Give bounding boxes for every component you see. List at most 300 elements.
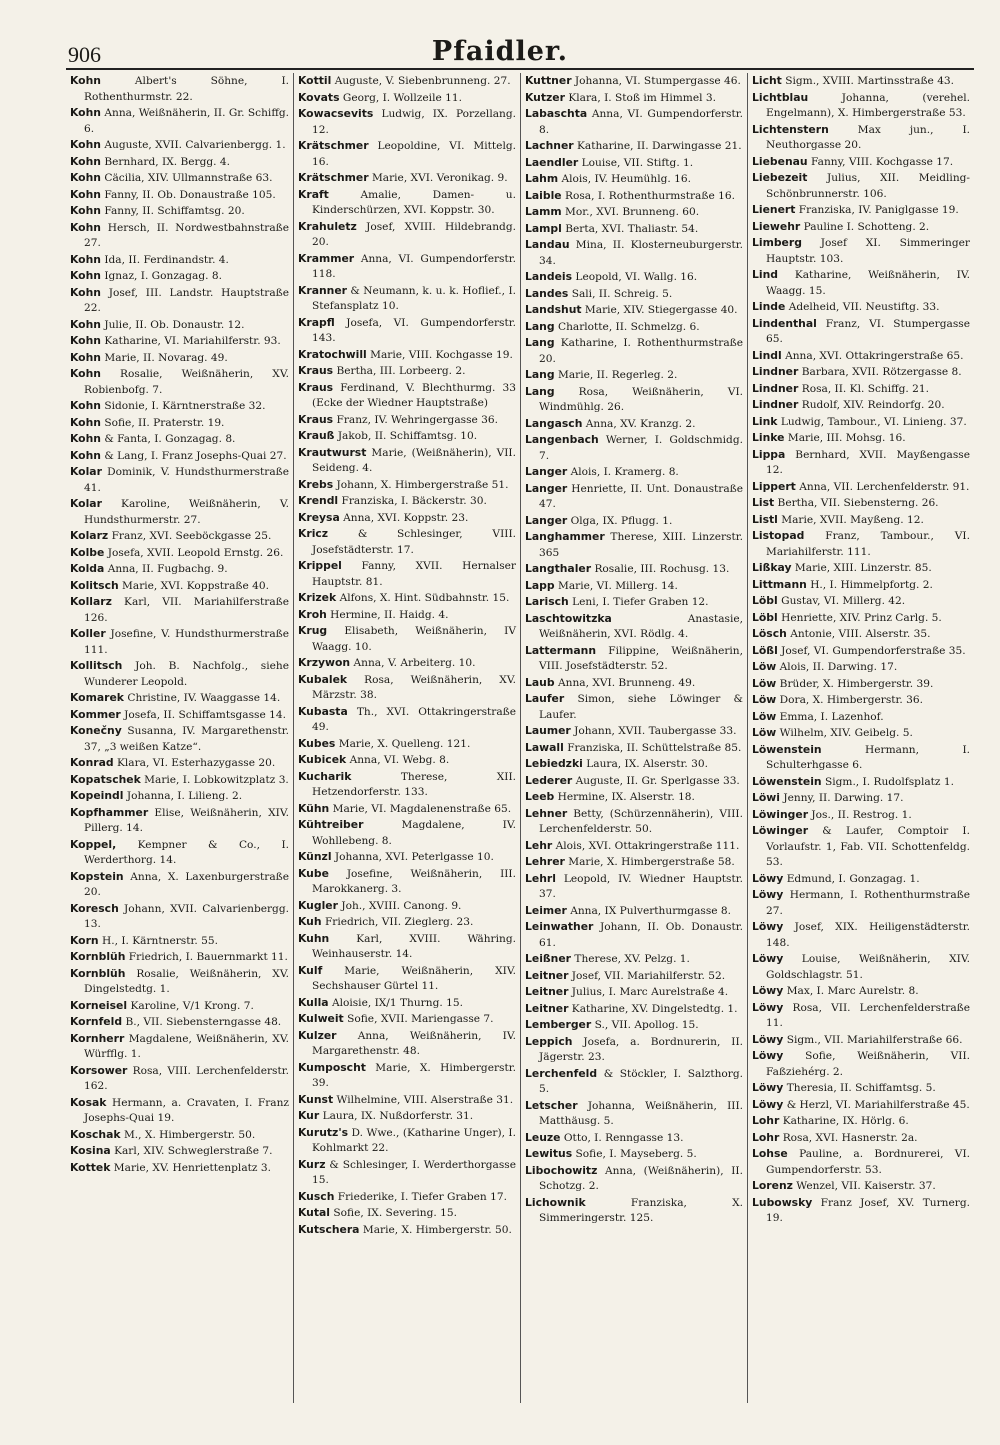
entry-surname: Kroh (298, 607, 327, 621)
entry-surname: Libochowitz (525, 1163, 598, 1177)
entry-surname: Löwy (752, 920, 784, 933)
entry-surname: Leitner (525, 1001, 569, 1015)
entry-surname: Krammer (298, 251, 355, 265)
directory-entry (752, 1000, 970, 1032)
directory-entry (752, 430, 970, 447)
directory-entry (298, 187, 516, 219)
entry-details: Mor., XVI. Brunneng. 60. (565, 206, 700, 218)
entry-surname: Lahm (525, 172, 559, 185)
entry-surname: Leppich (525, 1034, 573, 1048)
directory-entry (298, 428, 516, 445)
entry-details: Josefine, Weißnäherin, III. Marokkanerg. 3. (312, 867, 516, 895)
directory-entry (298, 106, 516, 138)
entry-details: Cäcilia, XIV. Ullmannstraße 63. (104, 172, 273, 184)
directory-entry (525, 464, 743, 481)
column-3 (520, 73, 747, 1403)
entry-details: Klara, I. Stoß im Himmel 3. (568, 91, 716, 104)
directory-entry (298, 590, 516, 607)
entry-surname: Löw (752, 709, 777, 723)
entry-surname: Korn (70, 933, 99, 947)
entry-details: Alfons, X. Hint. Südbahnstr. 15. (339, 592, 510, 604)
directory-entry (70, 137, 289, 154)
directory-entry (525, 138, 743, 155)
entry-details: Rosa, VIII. Lerchenfelderstr. 162. (84, 1064, 289, 1092)
entry-details: Johanna, I. Lilieng. 2. (126, 790, 243, 802)
entry-surname: Lohr (752, 1114, 780, 1127)
directory-entry (752, 299, 970, 316)
directory-entry (525, 416, 743, 433)
entry-details: Karoline, V/1 Krong. 7. (130, 999, 254, 1012)
directory-entry (298, 73, 516, 90)
directory-entry (525, 691, 743, 723)
entry-surname: Kohn (70, 399, 101, 412)
directory-entry (752, 983, 970, 1000)
entry-details: Anna, VII. Lerchenfelderstr. 91. (799, 480, 970, 493)
entry-details: Louise, Weißnäherin, XIV. Goldschlagstr. 51. (766, 953, 970, 981)
entry-details: Joh. B. Nachfolg., siehe Wunderer Leopold. (84, 660, 289, 688)
entry-surname: Lemberger (525, 1018, 592, 1031)
entry-surname: Lang (525, 368, 555, 381)
entry-surname: Krahuletz (298, 219, 357, 233)
entry-details: Hermann, I. Rothenthurmstraße 27. (766, 889, 970, 917)
entry-details: Marie, I. Lobkowitzplatz 3. (144, 773, 289, 786)
column-1 (66, 73, 293, 1403)
entry-details: Pauline, a. Bordnurerei, VI. Gumpendorferstr. 53. (766, 1148, 971, 1176)
entry-surname: Liebezeit (752, 171, 808, 184)
directory-entry (298, 607, 516, 624)
directory-entry (298, 219, 516, 251)
entry-details: Henriette, XIV. Prinz Carlg. 5. (781, 611, 942, 624)
entry-surname: Kohn (70, 74, 101, 87)
directory-entry (525, 756, 743, 773)
entry-details: Barbara, XVII. Rötzergasse 8. (801, 366, 962, 378)
entry-surname: Lichownik (525, 1195, 586, 1209)
entry-details: Sigm., VII. Mariahilferstraße 66. (786, 1033, 963, 1046)
directory-entry (70, 154, 289, 171)
entry-surname: Linke (752, 431, 785, 444)
directory-entry (298, 736, 516, 753)
entry-details: Therese, XIII. Linzerstr. 365 (539, 531, 743, 559)
entry-details: Friedrich, VII. Zieglerg. 23. (324, 916, 474, 928)
entry-details: Marie, VI. Magdalenenstraße 65. (332, 802, 512, 815)
directory-entry (298, 1189, 516, 1206)
entry-details: Betty, (Schürzennäherin), VIII. Lerchenfelderstr. 50. (539, 807, 743, 835)
directory-entry (298, 510, 516, 527)
entry-details: Mina, II. Klosterneuburgerstr. 34. (539, 239, 743, 267)
entry-details: Jenny, II. Darwing. 17. (783, 792, 904, 804)
entry-details: Anna, V. Arbeiterg. 10. (353, 657, 476, 669)
entry-details: Gustav, VI. Millerg. 42. (781, 595, 906, 607)
entry-surname: Kutal (298, 1206, 331, 1219)
directory-entry (70, 949, 289, 966)
entry-surname: Krätschmer (298, 139, 369, 152)
entry-surname: Kurutz's (298, 1125, 349, 1139)
directory-entry (752, 1195, 970, 1227)
entry-surname: Langhammer (525, 530, 605, 543)
entry-details: Franz, VI. Stumpergasse 65. (766, 317, 970, 345)
entry-surname: Labaschta (525, 107, 588, 120)
entry-surname: Kur (298, 1109, 320, 1122)
entry-surname: Kopfhammer (70, 805, 149, 819)
entry-details: Bernhard, IX. Bergg. 4. (104, 155, 230, 168)
entry-details: Sofie, XVII. Mariengasse 7. (347, 1013, 494, 1025)
directory-entry (525, 578, 743, 595)
entry-details: & Schlesinger, I. Werderthorgasse 15. (312, 1158, 516, 1186)
entry-surname: Lehrer (525, 855, 565, 868)
entry-surname: Lang (525, 384, 555, 398)
entry-details: Berta, XVI. Thaliastr. 54. (565, 222, 699, 235)
entry-details: Josefa, XVII. Leopold Ernstg. 26. (107, 546, 284, 559)
entry-details: Brüder, X. Himbergerstr. 39. (779, 677, 934, 690)
entry-details: Christine, IV. Waaggasse 14. (127, 692, 281, 704)
entry-details: Josefine, V. Hundsthurmerstraße 111. (84, 628, 290, 656)
directory-entry (298, 251, 516, 283)
directory-entry (298, 769, 516, 801)
column-4 (747, 73, 974, 1403)
entry-details: Dora, X. Himbergerstr. 36. (779, 694, 923, 706)
entry-details: Albert's Söhne, I. Rothenthurmstr. 22. (84, 75, 289, 103)
directory-entry (298, 672, 516, 704)
entry-surname: Kohn (70, 106, 101, 119)
entry-surname: Kuttner (525, 74, 572, 87)
directory-entry (298, 315, 516, 347)
entry-details: Franz Josef, XV. Turnerg. 19. (766, 1196, 970, 1224)
entry-details: Friederike, I. Tiefer Graben 17. (337, 1190, 507, 1203)
directory-entry (525, 1163, 743, 1195)
entry-surname: Limberg (752, 236, 802, 249)
entry-surname: Kohn (70, 220, 101, 234)
entry-details: Alois, II. Darwing. 17. (779, 661, 898, 673)
entry-details: Antonie, VIII. Alserstr. 35. (790, 628, 931, 640)
directory-entry (752, 790, 970, 807)
directory-entry (70, 1127, 289, 1144)
directory-entry (298, 623, 516, 655)
entry-surname: Krätschmer (298, 171, 369, 184)
entry-surname: Lubowsky (752, 1195, 813, 1209)
entry-surname: Kohn (70, 317, 101, 331)
entry-surname: Kohn (70, 334, 101, 347)
entry-details: B., VII. Siebensterngasse 48. (125, 1016, 282, 1028)
directory-entry (525, 1195, 743, 1227)
directory-entry (752, 316, 970, 348)
entry-surname: Kolarz (70, 529, 109, 542)
directory-entry (298, 283, 516, 315)
entry-details: Sofie, Weißnäherin, VII. Faßziehérg. 2. (766, 1050, 970, 1078)
directory-entry (298, 90, 516, 107)
entry-details: Katharine, II. Darwingasse 21. (576, 140, 742, 152)
entry-surname: Korsower (70, 1063, 128, 1077)
entry-surname: Kolar (70, 497, 102, 510)
entry-details: Julius, I. Marc Aurelstraße 4. (571, 986, 729, 998)
directory-entry (70, 578, 289, 595)
directory-entry (298, 380, 516, 412)
entry-surname: Löwenstein (752, 742, 822, 756)
entry-surname: Leitner (525, 968, 569, 982)
directory-entry (70, 594, 289, 626)
entry-details: Marie, III. Mohsg. 16. (787, 432, 906, 444)
entry-surname: Kolitsch (70, 578, 119, 592)
directory-entry (525, 384, 743, 416)
entry-surname: Kollitsch (70, 659, 123, 672)
entry-surname: Löbl (752, 610, 778, 624)
directory-entry (70, 561, 289, 578)
directory-entry (525, 513, 743, 530)
entry-details: D. Wwe., (Katharine Unger), I. Kohlmarkt 22. (312, 1126, 516, 1154)
entry-details: Rosa, II. Kl. Schiffg. 21. (801, 382, 929, 395)
entry-surname: Krzywon (298, 656, 351, 669)
entry-details: Georg, I. Wollzeile 11. (342, 91, 462, 104)
entry-surname: Kreysa (298, 510, 340, 524)
entry-surname: Kopatschek (70, 772, 141, 786)
entry-details: Anna, VI. Gumpendorferstr. 8. (539, 108, 744, 136)
entry-surname: Kohn (70, 252, 101, 266)
entry-details: Karoline, Weißnäherin, V. Hundsthurmerstr. 27. (84, 498, 289, 526)
header-rule (66, 68, 974, 70)
directory-entry (298, 655, 516, 672)
directory-entry (70, 723, 289, 755)
directory-entry (525, 1146, 743, 1163)
entry-details: Laura, IX. Alserstr. 30. (586, 758, 708, 770)
entry-details: & Neumann, k. u. k. Hoflief., I. Stefansplatz 10. (312, 284, 516, 312)
entry-surname: Liewehr (752, 219, 801, 233)
directory-entry (298, 849, 516, 866)
directory-entry (525, 529, 743, 561)
entry-surname: Landau (525, 238, 570, 251)
entry-details: Franz, Tambour., VI. Mariahilferstr. 111. (766, 530, 970, 558)
entry-surname: Kuhn (298, 931, 330, 945)
entry-surname: Lichtblau (752, 90, 809, 104)
directory-entry (525, 302, 743, 319)
entry-details: Franz, IV. Wehringergasse 36. (336, 413, 499, 426)
entry-surname: Löwy (752, 1097, 784, 1111)
entry-surname: Krauß (298, 429, 335, 442)
directory-entry (298, 1108, 516, 1125)
directory-entry (525, 1001, 743, 1018)
entry-surname: Kohn (70, 415, 101, 429)
entry-details: Magdalene, Weißnäherin, XV. Würfflg. 1. (84, 1032, 290, 1060)
directory-entry (298, 1125, 516, 1157)
directory-entry (70, 73, 289, 105)
entry-details: Aloisie, IX/1 Thurng. 15. (331, 996, 463, 1009)
directory-entry (525, 204, 743, 221)
directory-entry (70, 187, 289, 204)
entry-details: Henriette, II. Unt. Donaustraße 47. (539, 482, 744, 510)
entry-surname: Lampl (525, 221, 562, 235)
entry-details: Fanny, II. Ob. Donaustraße 105. (104, 188, 276, 201)
entry-surname: Krautwurst (298, 445, 367, 459)
directory-entry (298, 963, 516, 995)
directory-entry (752, 807, 970, 824)
entry-details: Werner, I. Goldschmidg. 7. (539, 434, 743, 462)
entry-details: Ludwig, IX. Porzellang. 12. (312, 108, 516, 136)
directory-entry (298, 1092, 516, 1109)
entry-surname: Kratochwill (298, 347, 367, 361)
page-heading: Pfaidler. (431, 36, 569, 67)
directory-entry (298, 914, 516, 931)
directory-entry (70, 658, 289, 690)
directory-entry (298, 1028, 516, 1060)
directory-entry (525, 919, 743, 951)
entry-details: Marie, VIII. Kochgasse 19. (370, 348, 513, 361)
entry-surname: Kolda (70, 562, 105, 575)
entry-surname: Kraft (298, 187, 329, 201)
entry-details: Therese, XII. Hetzendorferstr. 133. (312, 770, 517, 798)
entry-surname: Löbl (752, 594, 778, 607)
directory-entry (752, 823, 970, 871)
entry-surname: Löwi (752, 791, 780, 804)
entry-surname: Kornblüh (70, 966, 126, 980)
entry-surname: Kraus (298, 364, 334, 377)
entry-surname: Lienert (752, 203, 796, 216)
directory-entry (525, 90, 743, 107)
directory-entry (525, 1066, 743, 1098)
directory-entry (525, 367, 743, 384)
entry-details: Bertha, VII. Siebensterng. 26. (777, 497, 939, 509)
entry-surname: Lindenthal (752, 316, 817, 330)
entry-details: & Schlesinger, VIII. Josefstädterstr. 17. (312, 528, 516, 556)
directory-entry (70, 415, 289, 432)
directory-entry (752, 479, 970, 496)
entry-surname: Lehr (525, 838, 553, 852)
entry-surname: Langer (525, 481, 568, 495)
entry-surname: Langthaler (525, 562, 592, 575)
entry-surname: Liebenau (752, 154, 808, 168)
entry-surname: Langer (525, 465, 568, 478)
entry-details: Ferdinand, V. Blechthurmg. 33 (Ecke der Wiedner Hauptstraße) (312, 381, 516, 409)
directory-entry (298, 1011, 516, 1028)
entry-surname: Kohn (70, 432, 101, 445)
directory-entry (70, 333, 289, 350)
directory-entry (70, 398, 289, 415)
entry-details: Julius, XII. Meidling-Schönbrunnerstr. 106. (766, 172, 971, 200)
entry-details: Charlotte, II. Schmelzg. 6. (557, 320, 700, 333)
directory-entry (70, 285, 289, 317)
entry-surname: Langasch (525, 416, 583, 430)
entry-surname: Lißkay (752, 561, 792, 574)
entry-surname: Kubalek (298, 672, 348, 686)
entry-details: Marie, XIV. Stiegergasse 40. (584, 304, 738, 316)
entry-surname: Korneisel (70, 998, 128, 1012)
entry-details: Elise, Weißnäherin, XIV. Pillerg. 14. (84, 806, 289, 834)
entry-details: Leopold, IV. Wiedner Hauptstr. 37. (539, 872, 743, 900)
entry-details: Leopoldine, VI. Mittelg. 16. (312, 140, 516, 168)
directory-entry (752, 676, 970, 693)
entry-details: Max, I. Marc Aurelstr. 8. (786, 985, 919, 997)
entry-details: Franziska, IV. Paniglgasse 19. (798, 204, 959, 216)
entry-surname: Krippel (298, 559, 342, 572)
directory-entry (525, 984, 743, 1001)
entry-details: Hermann, I. Schulterhgasse 6. (766, 743, 970, 771)
directory-entry (298, 1222, 516, 1239)
entry-details: Anna, VI. Gumpendorferstr. 118. (312, 252, 516, 280)
entry-details: M., X. Himbergerstr. 50. (123, 1128, 256, 1141)
entry-details: Leopold, VI. Wallg. 16. (575, 271, 698, 283)
directory-entry (298, 801, 516, 818)
entry-surname: Listopad (752, 529, 805, 542)
entry-details: Anna, XVI. Ottakringerstraße 65. (785, 349, 964, 362)
entry-surname: Listl (752, 512, 778, 526)
entry-details: Anna, Weißnäherin, II. Gr. Schiffg. 6. (84, 107, 289, 135)
entry-surname: Lederer (525, 773, 573, 787)
entry-details: Rosalie, Weißnäherin, XV. Robienbofg. 7. (84, 368, 289, 396)
entry-surname: Kolbe (70, 545, 105, 559)
entry-details: Katharine, XV. Dingelstedtg. 1. (571, 1002, 738, 1015)
entry-surname: Löwenstein (752, 774, 822, 788)
directory-entry (752, 73, 970, 90)
entry-surname: Leeb (525, 790, 555, 803)
directory-entry (752, 170, 970, 202)
entry-surname: Krug (298, 624, 328, 637)
entry-surname: Laufer (525, 692, 565, 705)
entry-details: Th., XVI. Ottakringerstraße 49. (312, 705, 516, 733)
entry-surname: Lehrl (525, 871, 556, 885)
directory-entry (525, 773, 743, 790)
entry-surname: Kosak (70, 1095, 107, 1109)
entry-surname: Künzl (298, 850, 332, 863)
directory-entry (70, 1095, 289, 1127)
directory-entry (752, 1097, 970, 1114)
directory-entry (70, 901, 289, 933)
entry-details: Rosa, VII. Lerchenfelderstraße 11. (766, 1001, 970, 1029)
entry-details: Josef, III. Landstr. Hauptstraße 22. (84, 286, 289, 314)
entry-surname: Kopeindl (70, 789, 124, 802)
entry-surname: Kuh (298, 915, 322, 928)
entry-details: & Lang, I. Franz Josephs-Quai 27. (104, 449, 287, 462)
directory-entry (70, 528, 289, 545)
entry-surname: Koschak (70, 1127, 121, 1141)
directory-entry (752, 577, 970, 594)
directory-entry (525, 432, 743, 464)
entry-details: Sofie, IX. Severing. 15. (333, 1207, 457, 1219)
entry-surname: Lebiedzki (525, 757, 583, 770)
directory-entry (525, 561, 743, 578)
directory-entry (70, 966, 289, 998)
directory-entry (70, 545, 289, 562)
entry-surname: Löwy (752, 871, 784, 885)
entry-details: Johanna, Weißnäherin, III. Matthäusg. 5. (539, 1099, 743, 1127)
entry-surname: Laub (525, 675, 555, 689)
entry-details: Rosa, XVI. Hasnerstr. 2a. (782, 1131, 918, 1144)
directory-entry (525, 286, 743, 303)
directory-entry (298, 477, 516, 494)
entry-surname: Krizek (298, 591, 337, 604)
entry-details: Anna, XVI. Koppstr. 23. (343, 511, 469, 524)
entry-surname: Kohn (70, 350, 101, 364)
entry-surname: Lang (525, 319, 555, 333)
entry-details: Marie, X. Himbergerstr. 50. (362, 1223, 512, 1236)
entry-details: Joh., XVIII. Canong. 9. (341, 899, 462, 912)
entry-details: Katharine, IX. Hörlg. 6. (782, 1115, 909, 1127)
entry-surname: Kutschera (298, 1222, 360, 1236)
entry-details: H., I. Kärntnerstr. 55. (101, 934, 218, 947)
entry-details: & Laufer, Comptoir I. Vorlaufstr. 1, Fab. VII. Schottenfeldg. 53. (766, 825, 970, 868)
directory-entry (752, 951, 970, 983)
entry-details: Johann, X. Himbergerstraße 51. (336, 478, 509, 491)
directory-entry (752, 154, 970, 171)
entry-surname: Koppel, (70, 837, 117, 851)
directory-entry (525, 481, 743, 513)
entry-surname: Langenbach (525, 433, 599, 446)
directory-entry (298, 898, 516, 915)
directory-entry (752, 1080, 970, 1097)
entry-details: Marie, II. Novarag. 49. (104, 351, 228, 364)
entry-details: Franziska, X. Simmeringerstr. 125. (539, 1196, 744, 1224)
entry-surname: Lößl (752, 643, 778, 657)
directory-entry (752, 348, 970, 365)
directory-entry (525, 806, 743, 838)
entry-details: Edmund, I. Gonzagag. 1. (786, 872, 920, 885)
entry-surname: Kulzer (298, 1028, 337, 1042)
